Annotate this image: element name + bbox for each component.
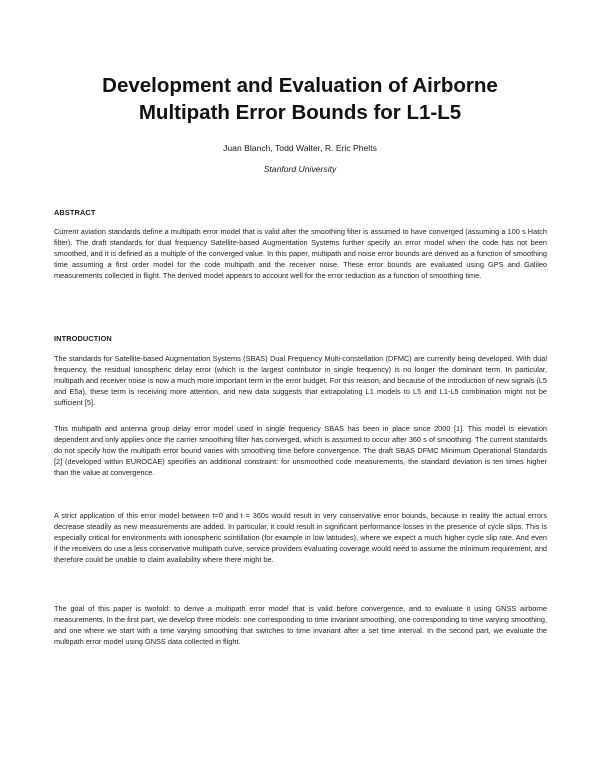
intro-paragraph: A strict application of this error model between t=0 and t = 360s would result in very conservative error bounds, because in reality the actual errors decrease steadily as new measurements are added. In particular, it could result in significant performance losses in the presence of cycle slips. This is especially critical for environments with ionospheric scintillation (for example in low latitudes), where we expect a much higher cycle slip rate. And even if the receivers do use a less conservative multipath curve, service providers evaluating coverage would need to assume the minimum requirement, and therefore could be unable to claim availability where there might be. <box>54 511 547 565</box>
introduction-heading: INTRODUCTION <box>54 334 112 343</box>
intro-paragraph: This multipath and antenna group delay error model used in single frequency SBAS has been in place since 2000 [1]. This model is elevation dependent and only applies once the carrier smoothing filter has converged, which is assumed to occur after 360 s of smoothing. The current standards do not specify how the multipath error bound varies with smoothing time before convergence. The draft SBAS DFMC Minimum Operational Standards [2] (developed within EUROCAE) specifies an additional constraint: for unsmoothed code measurements, the standard deviation is ten times higher than the value at convergence. <box>54 424 547 478</box>
title-line-2: Multipath Error Bounds for L1-L5 <box>138 101 462 124</box>
abstract-heading: ABSTRACT <box>54 208 96 217</box>
title-line-1: Development and Evaluation of Airborne <box>102 74 498 97</box>
author-list: Juan Blanch, Todd Walter, R. Eric Phelts <box>223 143 377 153</box>
intro-paragraph: The standards for Satellite-based Augmentation Systems (SBAS) Dual Frequency Multi-constellation (DFMC) are currently being developed. With dual frequency, the residual ionospheric delay error (which is the largest contributor in single frequency) is no longer the dominant term. In particular, multipath and receiver noise is now a much more important term in the error budget. For this reason, and because of the introduction of new signals (L5 and E5a), these term is receiving more attention, and new data suggests that extrapolating L1 models to L5 and L1-L5 combination might not be sufficient [5]. <box>54 354 547 408</box>
paper-title <box>40 72 560 126</box>
abstract-text: Current aviation standards define a multipath error model that is valid after the smoothing filter is assumed to have converged (assuming a 100 s Hatch filter). The draft standards for dual frequency Satellite-based Augmentation Systems further specify an error model when the code has not been smoothed, and it is defined as a multiple of the converged value. In this paper, multipath and noise error bounds are derived as a function of smoothing time assuming a first order model for the code multipath and the receiver noise. These error bounds are evaluated using GPS and Galileo measurements collected in flight. The derived model appears to account well for the error reduction as a function of smoothing time. <box>54 227 547 281</box>
intro-paragraph: The goal of this paper is twofold: to derive a multipath error model that is valid before convergence, and to evaluate it using GNSS airborne measurements. In the first part, we develop three models: one corresponding to time invariant smoothing, one corresponding to time varying smoothing, and one where we start with a time varying smoothing that switches to time invariant after a set time interval. In the second part, we evaluate the multipath error model using GNSS data collected in flight. <box>54 604 547 647</box>
affiliation: Stanford University <box>263 164 337 174</box>
